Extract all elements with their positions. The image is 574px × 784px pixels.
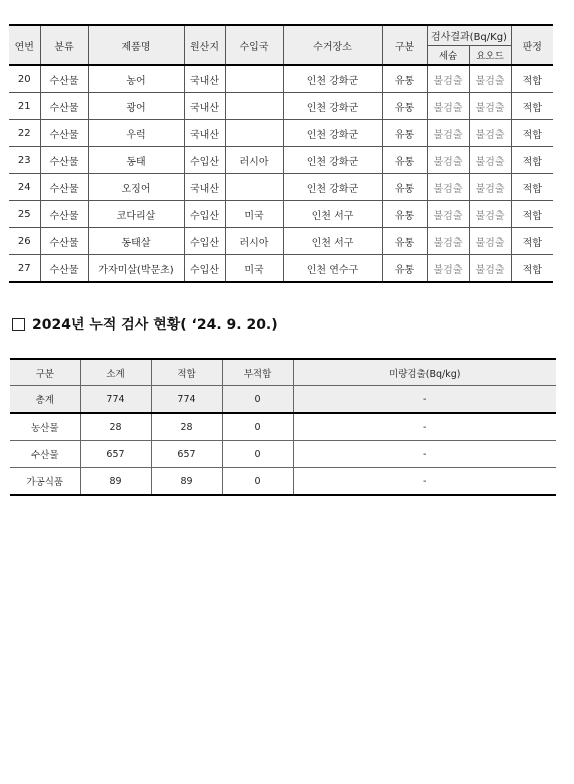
- table-row: [9, 174, 553, 201]
- cell-num: 25: [9, 201, 40, 228]
- cell-import-country: 미국: [225, 255, 283, 283]
- table-header-row: [10, 359, 556, 386]
- cell-num: 20: [9, 65, 40, 93]
- cell-fail: 0: [222, 468, 293, 496]
- cell-origin: 국내산: [184, 65, 225, 93]
- table-row: [9, 255, 553, 283]
- cell-type: 유통: [382, 65, 427, 93]
- cell-product: 코다리살: [88, 201, 184, 228]
- cell-subtotal: 774: [80, 386, 151, 414]
- cumulative-summary-table: [10, 358, 556, 496]
- table-row: [10, 468, 556, 496]
- cell-category: 수산물: [40, 120, 88, 147]
- cell-cesium: 불검출: [427, 93, 469, 120]
- cell-fail: 0: [222, 413, 293, 441]
- cell-type: 유통: [382, 93, 427, 120]
- cell-product: 농어: [88, 65, 184, 93]
- cell-import-country: 러시아: [225, 147, 283, 174]
- cell-origin: 수입산: [184, 228, 225, 255]
- cell-num: 23: [9, 147, 40, 174]
- header-category: 구분: [10, 359, 80, 386]
- cell-verdict: 적합: [511, 65, 553, 93]
- table-header-row: [9, 25, 553, 46]
- cell-num: 26: [9, 228, 40, 255]
- header-cesium: 세슘: [427, 46, 469, 66]
- cell-cesium: 불검출: [427, 228, 469, 255]
- cell-cesium: 불검출: [427, 174, 469, 201]
- cell-pass: 657: [151, 441, 222, 468]
- cell-num: 24: [9, 174, 40, 201]
- cell-verdict: 적합: [511, 228, 553, 255]
- header-pass: 적합: [151, 359, 222, 386]
- cell-location: 인천 연수구: [283, 255, 382, 283]
- cell-fail: 0: [222, 441, 293, 468]
- cell-verdict: 적합: [511, 174, 553, 201]
- cell-type: 유통: [382, 201, 427, 228]
- cell-verdict: 적합: [511, 255, 553, 283]
- cell-trace: -: [293, 413, 556, 441]
- cell-category: 농산물: [10, 413, 80, 441]
- cell-verdict: 적합: [511, 93, 553, 120]
- cell-cesium: 불검출: [427, 120, 469, 147]
- cell-cesium: 불검출: [427, 147, 469, 174]
- cell-location: 인천 강화군: [283, 120, 382, 147]
- cell-type: 유통: [382, 255, 427, 283]
- cell-product: 광어: [88, 93, 184, 120]
- cell-product: 동태: [88, 147, 184, 174]
- cell-category: 수산물: [40, 65, 88, 93]
- cell-cesium: 불검출: [427, 65, 469, 93]
- cell-num: 27: [9, 255, 40, 283]
- cell-iodine: 불검출: [469, 228, 511, 255]
- cell-location: 인천 강화군: [283, 174, 382, 201]
- header-trace: 미량검출(Bq/kg): [293, 359, 556, 386]
- header-num: 연번: [9, 25, 40, 65]
- cell-trace: -: [293, 386, 556, 414]
- cell-import-country: 러시아: [225, 228, 283, 255]
- checkbox-square-icon: [12, 318, 25, 331]
- table-row: [9, 201, 553, 228]
- cell-origin: 수입산: [184, 201, 225, 228]
- cell-pass: 89: [151, 468, 222, 496]
- cell-origin: 국내산: [184, 120, 225, 147]
- cell-iodine: 불검출: [469, 174, 511, 201]
- table-row: [10, 441, 556, 468]
- cell-trace: -: [293, 441, 556, 468]
- cell-type: 유통: [382, 228, 427, 255]
- cell-iodine: 불검출: [469, 147, 511, 174]
- cell-type: 유통: [382, 120, 427, 147]
- cell-product: 오징어: [88, 174, 184, 201]
- cell-import-country: 미국: [225, 201, 283, 228]
- cell-verdict: 적합: [511, 120, 553, 147]
- table-row: [9, 93, 553, 120]
- cell-subtotal: 657: [80, 441, 151, 468]
- section-heading: [12, 314, 278, 334]
- cell-verdict: 적합: [511, 201, 553, 228]
- cell-product: 동태살: [88, 228, 184, 255]
- cell-category: 수산물: [40, 201, 88, 228]
- cell-category: 수산물: [40, 93, 88, 120]
- cell-subtotal: 89: [80, 468, 151, 496]
- table-row: [9, 147, 553, 174]
- cell-import-country: [225, 65, 283, 93]
- header-result: 검사결과(Bq/Kg): [427, 25, 511, 46]
- header-iodine: 요오드: [469, 46, 511, 66]
- header-fail: 부적합: [222, 359, 293, 386]
- cell-iodine: 불검출: [469, 65, 511, 93]
- cell-origin: 국내산: [184, 93, 225, 120]
- cell-category: 총계: [10, 386, 80, 414]
- cell-type: 유통: [382, 147, 427, 174]
- cell-import-country: [225, 93, 283, 120]
- header-product: 제품명: [88, 25, 184, 65]
- cell-category: 수산물: [40, 228, 88, 255]
- cell-product: 가자미살(박문초): [88, 255, 184, 283]
- cumulative-summary-body: [10, 386, 556, 496]
- cell-location: 인천 강화군: [283, 65, 382, 93]
- cell-iodine: 불검출: [469, 120, 511, 147]
- cell-type: 유통: [382, 174, 427, 201]
- cell-location: 인천 서구: [283, 201, 382, 228]
- header-category: 분류: [40, 25, 88, 65]
- cell-location: 인천 서구: [283, 228, 382, 255]
- cell-pass: 28: [151, 413, 222, 441]
- total-row: [10, 386, 556, 414]
- cell-num: 22: [9, 120, 40, 147]
- cell-category: 가공식품: [10, 468, 80, 496]
- cell-pass: 774: [151, 386, 222, 414]
- inspection-results-body: [9, 65, 553, 282]
- header-import-country: 수입국: [225, 25, 283, 65]
- cell-trace: -: [293, 468, 556, 496]
- cell-origin: 수입산: [184, 147, 225, 174]
- header-origin: 원산지: [184, 25, 225, 65]
- section-heading-text: 2024년 누적 검사 현황( ‘24. 9. 20.): [32, 317, 278, 333]
- cell-verdict: 적합: [511, 147, 553, 174]
- cell-import-country: [225, 120, 283, 147]
- cell-category: 수산물: [40, 255, 88, 283]
- table-row: [9, 65, 553, 93]
- header-type: 구분: [382, 25, 427, 65]
- cell-cesium: 불검출: [427, 255, 469, 283]
- table-row: [9, 228, 553, 255]
- cell-iodine: 불검출: [469, 93, 511, 120]
- cell-num: 21: [9, 93, 40, 120]
- cell-cesium: 불검출: [427, 201, 469, 228]
- cell-location: 인천 강화군: [283, 93, 382, 120]
- cell-subtotal: 28: [80, 413, 151, 441]
- cell-origin: 국내산: [184, 174, 225, 201]
- cell-iodine: 불검출: [469, 201, 511, 228]
- cell-category: 수산물: [40, 147, 88, 174]
- header-verdict: 판정: [511, 25, 553, 65]
- cell-fail: 0: [222, 386, 293, 414]
- cell-import-country: [225, 174, 283, 201]
- cell-origin: 수입산: [184, 255, 225, 283]
- cell-iodine: 불검출: [469, 255, 511, 283]
- cell-category: 수산물: [40, 174, 88, 201]
- header-location: 수거장소: [283, 25, 382, 65]
- inspection-results-table: [9, 24, 553, 283]
- cell-location: 인천 강화군: [283, 147, 382, 174]
- table-row: [9, 120, 553, 147]
- cell-category: 수산물: [10, 441, 80, 468]
- header-subtotal: 소계: [80, 359, 151, 386]
- table-row: [10, 413, 556, 441]
- cell-product: 우럭: [88, 120, 184, 147]
